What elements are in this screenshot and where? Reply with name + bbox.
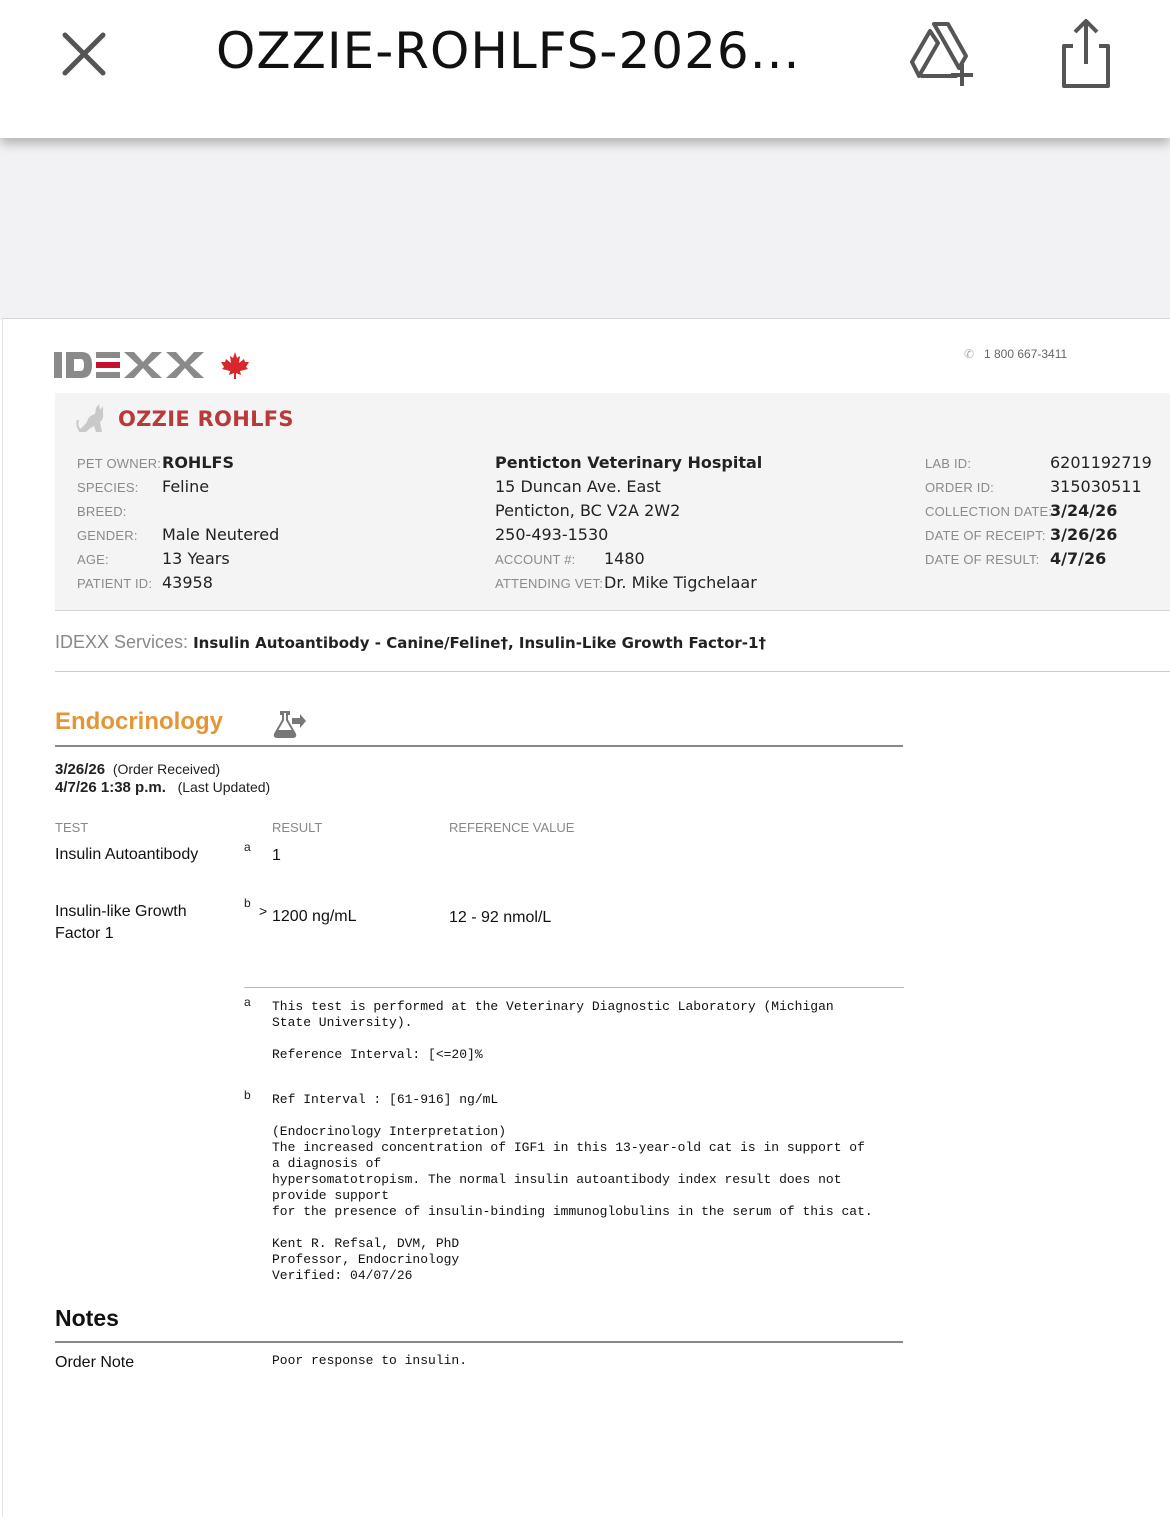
account-label: ACCOUNT #: (495, 552, 576, 567)
viewer-background (0, 138, 1170, 320)
add-to-drive-button[interactable] (904, 18, 980, 88)
species-value: Feline (162, 477, 210, 496)
clinic-address-line2: Penticton, BC V2A 2W2 (495, 501, 681, 520)
add-to-drive-icon (904, 18, 980, 88)
date-of-result-label: DATE OF RESULT: (925, 552, 1040, 567)
order-id-label: ORDER ID: (925, 480, 994, 495)
patient-id-label: PATIENT ID: (77, 576, 153, 591)
section-divider (55, 745, 903, 747)
date-of-receipt-label: DATE OF RECEIPT: (925, 528, 1046, 543)
breed-label: BREED: (77, 504, 127, 519)
services-value: Insulin Autoantibody - Canine/Feline†, Insulin-Like Growth Factor-1† (193, 634, 766, 652)
result-flag: > (259, 903, 268, 919)
lab-id-label: LAB ID: (925, 456, 972, 471)
gender-label: GENDER: (77, 528, 138, 543)
collection-date-value: 3/24/26 (1050, 501, 1118, 520)
order-received-date: 3/26/26 (55, 761, 106, 778)
lab-phone-number: 1 800 667-3411 (984, 347, 1068, 361)
order-id-value: 315030511 (1050, 477, 1142, 496)
species-label: SPECIES: (77, 480, 139, 495)
reference-value: 12 - 92 nmol/L (449, 909, 552, 926)
footnotes-divider (244, 987, 904, 988)
trend-button[interactable] (272, 710, 306, 738)
close-icon (58, 28, 110, 80)
pet-owner-value: ROHLFS (162, 453, 234, 472)
date-of-receipt-value: 3/26/26 (1050, 525, 1118, 544)
order-note-label: Order Note (55, 1354, 135, 1371)
divider (55, 671, 1170, 672)
clinic-name: Penticton Veterinary Hospital (495, 453, 763, 472)
canada-maple-leaf-icon (220, 350, 250, 380)
lab-id-value: 6201192719 (1050, 453, 1152, 472)
age-value: 13 Years (162, 549, 230, 568)
services-label: IDEXX Services: (55, 632, 189, 652)
section-title: Endocrinology (55, 708, 223, 735)
collection-date-label: COLLECTION DATE: (925, 504, 1053, 519)
flask-arrow-icon (272, 710, 306, 738)
patient-id-value: 43958 (162, 573, 213, 592)
close-button[interactable] (58, 28, 110, 80)
idexx-services (55, 632, 766, 653)
footnote-marker: a (244, 840, 251, 854)
share-icon (1058, 16, 1114, 90)
footnote-text: This test is performed at the Veterinary Diagnostic Laboratory (Michigan State University). Reference Interval: [<=20]% (272, 999, 834, 1062)
test-name: Insulin-like Growth Factor 1 (55, 903, 187, 942)
footnote-text: Ref Interval : [61-916] ng/mL (Endocrinology Interpretation) The increased concentration of IGF1 in this 13-year-old cat is in support of a diagnosis of hypersomatotropism. The normal insulin autoantibody index result does not provide support for the presence of insulin-binding immunoglobulins in the serum of this cat. Kent R. Refsal, DVM, PhD Professor, Endocrinology Verified: 04/07/26 (272, 1092, 873, 1283)
footnote-key: a (244, 995, 251, 1009)
order-received-line (55, 761, 220, 778)
clinic-address-line1: 15 Duncan Ave. East (495, 477, 661, 496)
attending-vet-value: Dr. Mike Tigchelaar (604, 573, 757, 592)
gender-value: Male Neutered (162, 525, 280, 544)
last-updated-line (55, 779, 270, 796)
account-value: 1480 (604, 549, 645, 568)
idexx-logo (54, 350, 206, 380)
document-title: OZZIE-ROHLFS-2026... (216, 22, 801, 80)
column-header-result: RESULT (272, 820, 323, 835)
cat-icon (76, 404, 110, 434)
test-name: Insulin Autoantibody (55, 846, 199, 863)
pet-owner-label: PET OWNER: (77, 456, 162, 471)
last-updated-label: (Last Updated) (177, 779, 271, 795)
top-app-bar (0, 0, 1170, 138)
share-button[interactable] (1058, 16, 1114, 90)
date-of-result-value: 4/7/26 (1050, 549, 1107, 568)
notes-title: Notes (55, 1305, 119, 1331)
column-header-reference: REFERENCE VALUE (449, 820, 575, 835)
footnote-marker: b (244, 896, 251, 910)
age-label: AGE: (77, 552, 109, 567)
patient-name: OZZIE ROHLFS (118, 407, 294, 431)
order-note-text: Poor response to insulin. (272, 1353, 468, 1368)
order-received-label: (Order Received) (112, 761, 221, 777)
footnote-key: b (244, 1088, 251, 1102)
clinic-phone: 250-493-1530 (495, 525, 609, 544)
test-result: 1 (272, 847, 281, 864)
phone-icon: ✆ (964, 347, 975, 361)
lab-phone (964, 347, 1067, 361)
notes-divider (55, 1341, 903, 1343)
attending-vet-label: ATTENDING VET: (495, 576, 604, 591)
test-result: 1200 ng/mL (272, 908, 357, 925)
last-updated-date: 4/7/26 1:38 p.m. (55, 779, 166, 796)
column-header-test: TEST (55, 820, 89, 835)
